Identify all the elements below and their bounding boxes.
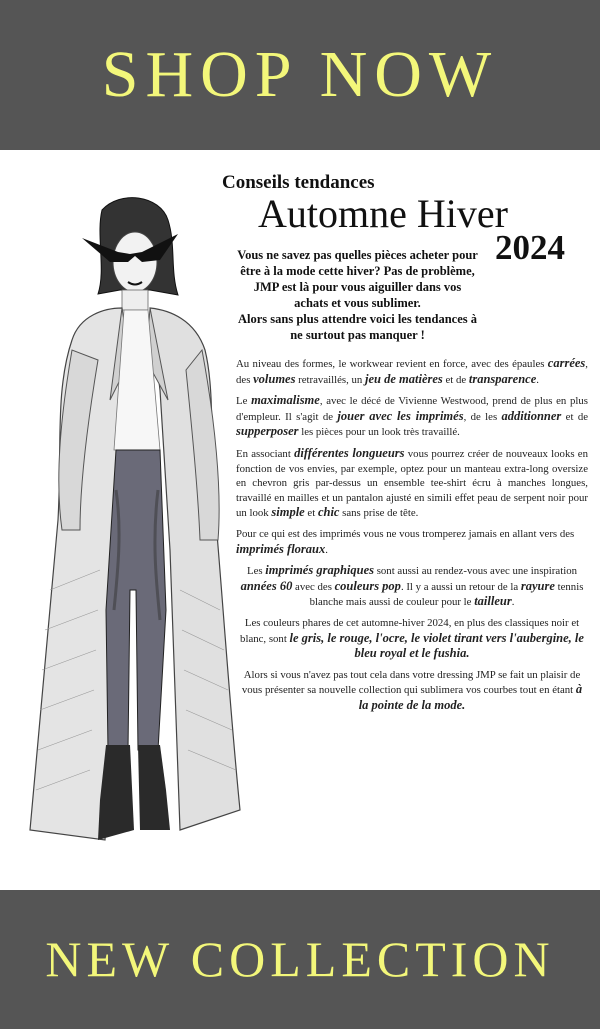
text: avec des <box>292 580 335 593</box>
text: , des <box>236 358 588 386</box>
intro-line: Alors sans plus attendre voici les tendances à <box>237 312 477 326</box>
text: tennis blanche mais aussi de couleur pour le <box>309 580 584 609</box>
paragraph-maximalism <box>236 393 588 440</box>
shop-now-banner[interactable] <box>0 0 600 150</box>
article-intro <box>225 247 490 343</box>
shop-now-label: SHOP NOW <box>101 38 499 111</box>
highlight: transparence <box>468 371 537 386</box>
text: Pour ce qui est des imprimés vous ne vous tromperez jamais en allant vers des <box>236 527 575 540</box>
text: . <box>325 543 328 556</box>
paragraph-lengths <box>236 446 588 521</box>
article-kicker: Conseils tendances <box>222 172 375 193</box>
fashion-sketch-illustration <box>10 190 250 880</box>
text: sans prise de tête. <box>339 507 419 520</box>
text: et <box>304 507 318 520</box>
paragraph-colors <box>236 616 588 662</box>
text: . Il y a aussi un retour de la <box>400 580 521 593</box>
highlight: additionner <box>501 408 562 423</box>
text: En associant <box>236 447 295 460</box>
highlight: chic <box>317 505 340 520</box>
text: , avec le décé de Vivienne Westwood, prend de plus en plus d'empleur. Il s'agit de <box>236 395 589 423</box>
highlight: différentes longueurs <box>294 445 405 460</box>
article-title: Automne Hiver <box>258 191 508 236</box>
article-year: 2024 <box>495 228 565 267</box>
intro-line: Vous ne savez pas quelles pièces acheter pour <box>237 248 478 262</box>
text: . <box>536 373 539 386</box>
highlight: années 60 <box>240 578 293 593</box>
text: retravaillés, un <box>295 373 366 386</box>
highlight: maximalisme <box>251 393 320 408</box>
text: Les couleurs phares de cet automne-hiver 2024, en plus des classiques noir et blanc, sont <box>240 616 580 645</box>
text: Les <box>247 565 266 578</box>
highlight: jeu de matières <box>365 371 443 386</box>
highlight: couleurs pop <box>334 578 401 593</box>
highlight: à la pointe de la mode. <box>358 682 583 712</box>
text: et de <box>442 373 469 386</box>
text: et de <box>561 410 589 423</box>
intro-line: achats et vous sublimer. <box>294 296 421 310</box>
highlight: jouer avec les imprimés <box>337 408 464 423</box>
text: Au niveau des formes, le workwear revient en force, avec des épaules <box>236 358 548 370</box>
paragraph-shapes <box>236 356 588 387</box>
text: Le <box>236 395 252 408</box>
highlight: supperposer <box>236 424 299 439</box>
text: . <box>511 596 515 609</box>
article-card <box>0 150 600 890</box>
text: les pièces pour un look très travaillé. <box>298 426 460 439</box>
paragraph-closing <box>236 668 588 714</box>
highlight: imprimés floraux <box>236 541 326 556</box>
highlight: volumes <box>253 371 296 386</box>
highlight: tailleur <box>474 594 512 609</box>
paragraph-graphics <box>236 563 588 610</box>
intro-line: ne surtout pas manquer ! <box>290 328 425 342</box>
new-collection-banner[interactable] <box>0 890 600 1029</box>
article-body <box>236 356 588 719</box>
highlight: rayure <box>520 578 555 593</box>
paragraph-florals <box>236 527 588 557</box>
intro-line: JMP est là pour vous aiguiller dans vos <box>253 280 462 294</box>
highlight: carrées <box>547 356 586 370</box>
text: sont aussi au rendez-vous avec une inspiration <box>374 565 577 578</box>
new-collection-label: NEW COLLECTION <box>45 931 555 987</box>
highlight: le gris, le rouge, l'ocre, le violet tirant vers l'aubergine, le bleu royal et le fushia. <box>289 630 584 661</box>
highlight: simple <box>271 505 305 520</box>
text: Alors si vous n'avez pas tout cela dans votre dressing JMP se fait un plaisir de vous présenter sa nouvelle collection qui sublimera vos courbes tout en étant <box>241 668 581 697</box>
intro-line: être à la mode cette hiver? Pas de problème, <box>240 264 475 278</box>
highlight: imprimés graphiques <box>265 563 374 578</box>
text: vous pourrez créer de nouveaux looks en fonction de vos envies, par exemple, optez pour un manteau extra-long oversize en chevron gris par-dessus un ensemble tee-shirt écru à manches longues, travaillé en mailles et un pantalon ajusté en simili effet peau de serpent noir pour un look <box>236 447 589 520</box>
text: , de les <box>463 410 502 423</box>
